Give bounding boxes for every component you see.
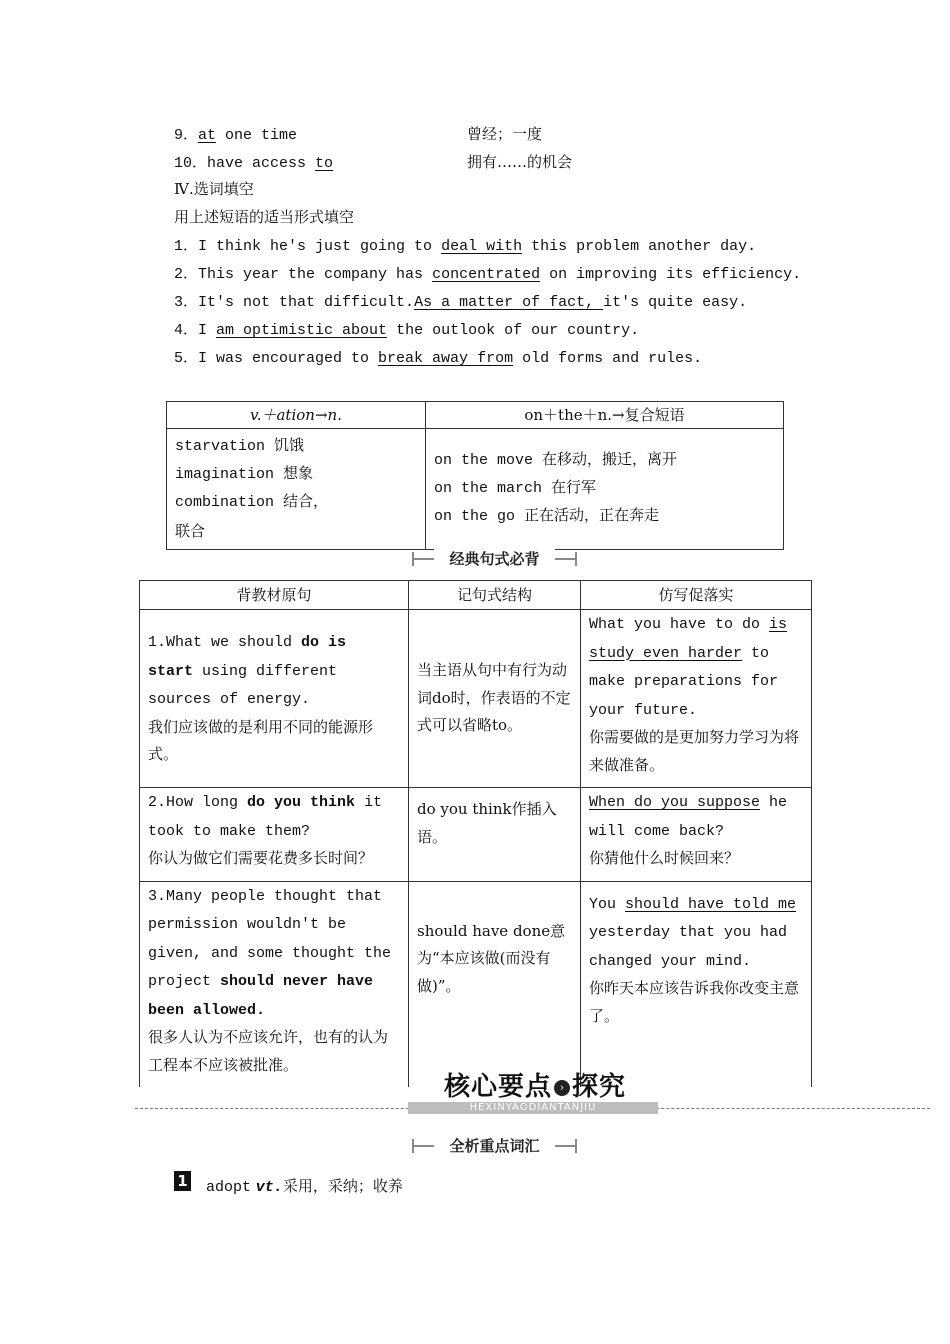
section-label-vocab: 全析重点词汇: [412, 1136, 577, 1156]
table-cell: on the move 在移动，搬迁，离开 on the march 在行军 on the go 正在活动，正在奔走: [426, 429, 784, 550]
table-cell: 3.Many people thought that permission wouldn't be given, and some thought the project should never have been allowed. 很多人认为不应该允许，也有的认为工程本不应该被批准。: [140, 881, 409, 1087]
table-row: [140, 610, 812, 788]
table-cell: starvation 饥饿 imagination 想象 combination 结合， 联合: [167, 429, 426, 550]
table-row: [140, 788, 812, 882]
fill-line-1: 1．I think he's just going to deal with this problem another day.: [174, 238, 757, 255]
table-cell: should have done意为“本应该做(而没有做)”。: [409, 881, 581, 1087]
phrase-meaning-9: 曾经；一度: [467, 125, 543, 143]
fill-line-4: 4．I am optimistic about the outlook of our country.: [174, 322, 640, 339]
table-cell: You should have told me yesterday that you had changed your mind. 你昨天本应该告诉我你改变主意了。: [581, 881, 812, 1087]
table-cell: do you think作插入语。: [409, 788, 581, 882]
vocab-entry: adopt vt.采用，采纳；收养: [206, 1177, 403, 1196]
arrow-circle-icon: ›: [554, 1080, 570, 1096]
table-header: on＋the＋n.→复合短语: [426, 402, 784, 429]
sentence-table: [139, 580, 812, 1087]
table-header: 背教材原句: [140, 581, 409, 610]
phrase-line-10: 10．have access to: [174, 155, 334, 172]
table-cell: 1.What we should do is start using different sources of energy. 我们应该做的是利用不同的能源形式。: [140, 610, 409, 788]
table-header: 记句式结构: [409, 581, 581, 610]
phrase-meaning-10: 拥有……的机会: [467, 153, 573, 171]
table-cell: When do you suppose he will come back? 你猜他什么时候回来？: [581, 788, 812, 882]
table-cell: 当主语从句中有行为动词do时，作表语的不定式可以省略to。: [409, 610, 581, 788]
table-cell: What you have to do is study even harder to make preparations for your future. 你需要做的是更加努力学习为将来做准备。: [581, 610, 812, 788]
fill-line-2: 2．This year the company has concentrated on improving its efficiency.: [174, 266, 802, 283]
core-pinyin: HEXINYAODIANTANJIU: [408, 1102, 658, 1114]
word-formation-table: [166, 401, 784, 550]
table-cell: 2.How long do you think it took to make them? 你认为做它们需要花费多长时间？: [140, 788, 409, 882]
table-row: [140, 881, 812, 1087]
table-header: v.＋ation→n.: [167, 402, 426, 429]
core-section-title: 核心要点 › 探究: [443, 1072, 627, 1102]
number-badge: 1: [174, 1171, 191, 1191]
section-instruction: 用上述短语的适当形式填空: [174, 208, 355, 226]
table-header: 仿写促落实: [581, 581, 812, 610]
section-label-sentences: 经典句式必背: [412, 549, 577, 569]
fill-line-5: 5．I was encouraged to break away from old forms and rules.: [174, 350, 703, 367]
fill-line-3: 3．It's not that difficult.As a matter of fact, it's quite easy.: [174, 294, 748, 311]
section-title: Ⅳ.选词填空: [174, 180, 254, 198]
phrase-line-9: 9．at one time: [174, 127, 298, 144]
